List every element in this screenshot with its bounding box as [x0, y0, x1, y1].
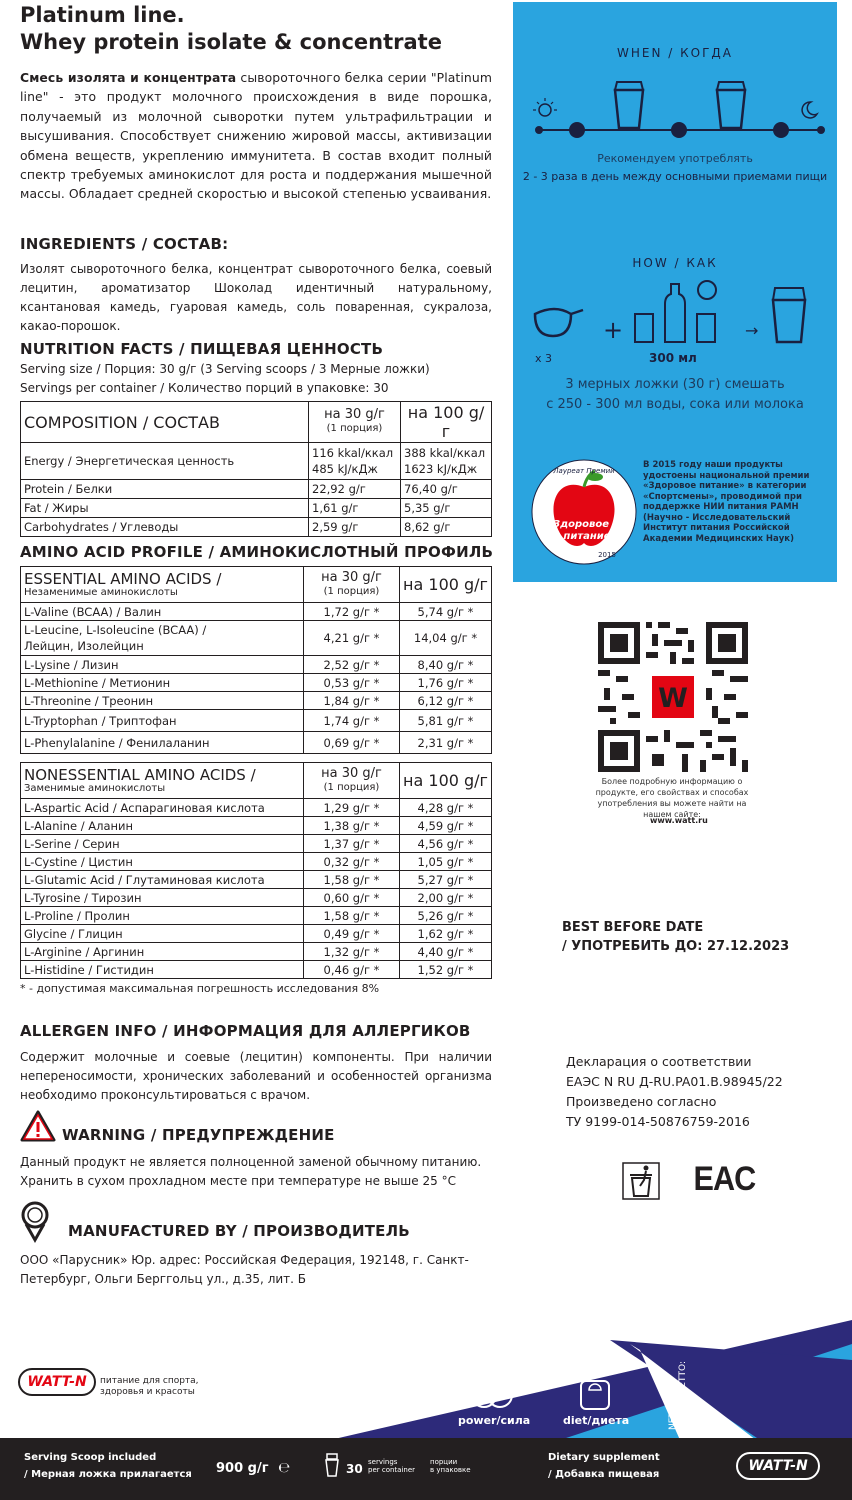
brand-logo: WATT-N	[18, 1368, 96, 1396]
table-row: Protein / Белки 22,92 g/г 76,40 g/г	[21, 480, 492, 499]
allergen-text: Содержит молочные и соевые (лецитин) компоненты. При наличии непереносимости, хронических заболеваний и особенностей организма необходимо проконсультироваться с врачом.	[20, 1050, 492, 1102]
how-steps-icon	[531, 274, 827, 354]
essential-header: ESSENTIAL AMINO ACIDS / Незаменимые аминокислоты	[21, 567, 304, 603]
award-badge-year: 2015	[598, 551, 616, 559]
nutrition-title: NUTRITION FACTS / ПИЩЕВАЯ ЦЕННОСТЬ	[20, 340, 384, 358]
table-row: L-Arginine / Аргинин 1,32 g/г * 4,40 g/г *	[21, 943, 492, 961]
col-30g: на 30 g/г (1 порция)	[309, 402, 401, 443]
table-row: L-Tyrosine / Тирозин 0,60 g/г * 2,00 g/г *	[21, 889, 492, 907]
table-row: L-Aspartic Acid / Аспарагиновая кислота 1,29 g/г * 4,28 g/г *	[21, 799, 492, 817]
table-row: L-Proline / Пролин 1,58 g/г * 5,26 g/г *	[21, 907, 492, 925]
table-row: L-Histidine / Гистидин 0,46 g/г * 1,52 g/г *	[21, 961, 492, 979]
allergen-title: ALLERGEN INFO / ИНФОРМАЦИЯ ДЛЯ АЛЛЕРГИКОВ	[20, 1022, 471, 1040]
title-line-1: Platinum line.	[20, 3, 185, 27]
estimated-sign: ℮	[278, 1460, 290, 1476]
dietary-line-1: Dietary supplement	[548, 1452, 660, 1463]
composition-header: COMPOSITION / СОСТАВ	[21, 402, 309, 443]
qr-note: Более подробную информацию о продукте, его свойствах и способах употребления вы можете найти на нашем сайте:	[595, 777, 749, 819]
footer-brand-logo: WATT-N	[736, 1452, 820, 1480]
table-row: L-Phenylalanine / Фенилаланин 0,69 g/г * 2,31 g/г *	[21, 732, 492, 754]
col-100g: на 100 g/г	[401, 402, 492, 443]
scale-icon	[578, 1378, 612, 1412]
table-row: L-Methionine / Метионин 0,53 g/г * 1,76 g/г *	[21, 674, 492, 692]
warning-line-2: Хранить в сухом прохладном месте при температуре не выше 25 °C	[20, 1174, 456, 1188]
recommend-line-2: 2 - 3 раза в день между основными приемами пищи	[522, 170, 828, 183]
declaration: Декларация о соответствии ЕАЭС N RU Д-RU.PA01.B.98945/22 Произведено согласно ТУ 9199-014-50876759-2016	[566, 1054, 783, 1129]
power-label: power/сила	[458, 1414, 531, 1427]
usage-panel	[513, 2, 837, 582]
award-badge-top: Лауреат Премии	[553, 467, 615, 475]
scoop-line-2: / Мерная ложка прилагается	[24, 1469, 192, 1480]
ml-300: 300 мл	[649, 351, 697, 365]
nonessential-header: NONESSENTIAL AMINO ACIDS / Заменимые аминокислоты	[21, 763, 304, 799]
table-row: L-Glutamic Acid / Глутаминовая кислота 1,58 g/г * 5,27 g/г *	[21, 871, 492, 889]
how-label: HOW / КАК	[632, 256, 718, 270]
eac-mark: EAC	[693, 1160, 756, 1198]
manufacturer-title: MANUFACTURED BY / ПРОИЗВОДИТЕЛЬ	[68, 1222, 410, 1240]
dumbbell-plates-icon	[470, 1378, 514, 1412]
best-before-line-2: / УПОТРЕБИТЬ ДО: 27.12.2023	[562, 939, 790, 954]
location-pin-icon	[20, 1200, 50, 1244]
svg-text:→: →	[745, 321, 759, 340]
table-row: Fat / Жиры 1,61 g/г 5,35 g/г	[21, 499, 492, 518]
amino-title: AMINO ACID PROFILE / АМИНОКИСЛОТНЫЙ ПРОФИЛЬ	[20, 543, 494, 561]
product-title	[20, 2, 442, 56]
footnote: * - допустимая максимальная погрешность исследования 8%	[20, 982, 380, 995]
net-weight: NET WT / МАССА НЕТТО: 900 g/г	[668, 1360, 698, 1430]
shaker-icon	[324, 1452, 340, 1478]
servings-per-container: Servings per container / Количество порций в упаковке: 30	[20, 381, 389, 395]
table-row: L-Cystine / Цистин 0,32 g/г * 1,05 g/г *	[21, 853, 492, 871]
table-row: L-Valine (BCAA) / Валин 1,72 g/г * 5,74 g/г *	[21, 603, 492, 621]
scoop-line-1: Serving Scoop included	[24, 1452, 157, 1463]
table-row: L-Tryptophan / Триптофан 1,74 g/г * 5,81 g/г *	[21, 710, 492, 732]
qr-code-icon[interactable]	[598, 622, 748, 772]
award-text: В 2015 году наши продукты удостоены национальной премии «Здоровое питание» в категории «Спортсмены», проводимой при поддержке НИИ питания РАМН (Научно - Исследовательский Институт питания Российской Академии Медицинских Наук)	[643, 460, 810, 544]
manufacturer-line-2: Петербург, Ольги Берггольц ул., д.35, лит. Б	[20, 1272, 307, 1286]
ingredients-text: Изолят сывороточного белка, концентрат сывороточного белка, соевый лецитин, ароматизатор Шоколад идентичный натуральному, ксантановая камедь, гуаровая камедь, соль поваренная, сукралоза, какао-порошок.	[20, 262, 492, 333]
warning-icon	[20, 1110, 56, 1142]
intro-text: сывороточного белка серии "Platinum line" - это продукт молочного происхождения в виде порошка, получаемый из молочной сыворотки путем ультрафильтрации и высушивания. Способствует снижению жировой массы, активизации обмена веществ, укреплению иммунитета. В состав входит полный спектр требуемых аминокислот для роста и поддержания мышечной массы. Обладает средней скоростью и высокой степенью усваивания.	[20, 70, 493, 202]
essential-amino-table: ESSENTIAL AMINO ACIDS / Незаменимые аминокислоты на 30 g/г (1 порция) на 100 g/г L-Valine (BCAA) / Валин 1,72 g/г * 5,74 g/г * L-Leucine, L-Isoleucine (BCAA) / Лейцин, Изолейцин 4,21 g/г * 14,04 g/г * L-Lysine / Лизин 2,52 g/г * 8,40 g/г * L-Methionine / Метионин 0,53 g/г * 1,76 g/г * L-Threonine / Треонин 1,84 g/г * 6,12 g/г * L-Tryptophan / Триптофан 1,74 g/г * 5,81 g/г * L-Phenylalanine / Фенилаланин 0,69 g/г * 2,31 g/г *	[20, 566, 492, 754]
manufacturer-line-1: ООО «Парусник» Юр. адрес: Российская Федерация, 192148, г. Санкт-	[20, 1253, 469, 1267]
nonessential-amino-table: NONESSENTIAL AMINO ACIDS / Заменимые аминокислоты на 30 g/г (1 порция) на 100 g/г L-Aspartic Acid / Аспарагиновая кислота 1,29 g/г * 4,28 g/г * L-Alanine / Аланин 1,38 g/г * 4,59 g/г * L-Serine / Серин 1,37 g/г * 4,56 g/г * L-Cystine / Цистин 0,32 g/г * 1,05 g/г * L-Glutamic Acid / Глутаминовая кислота 1,58 g/г * 5,27 g/г * L-Tyrosine / Тирозин 0,60 g/г * 2,00 g/г * L-Proline / Пролин 1,58 g/г * 5,26 g/г * Glycine / Глицин 0,49 g/г * 1,62 g/г * L-Arginine / Аргинин 1,32 g/г * 4,40 g/г * L-Histidine / Гистидин 0,46 g/г * 1,52 g/г *	[20, 762, 492, 979]
dietary-line-2: / Добавка пищевая	[548, 1469, 660, 1480]
svg-text:W: W	[658, 683, 688, 715]
product-description	[20, 68, 492, 204]
composition-table	[20, 401, 492, 537]
table-row: Glycine / Глицин 0,49 g/г * 1,62 g/г *	[21, 925, 492, 943]
table-row: Carbohydrates / Углеводы 2,59 g/г 8,62 g/г	[21, 518, 492, 537]
scoops-x3: x 3	[535, 352, 553, 365]
trash-bin-icon	[622, 1162, 660, 1200]
warning-title: WARNING / ПРЕДУПРЕЖДЕНИЕ	[62, 1126, 335, 1144]
mix-line-2: с 250 - 300 мл воды, сока или молока	[546, 397, 804, 412]
best-before	[562, 918, 789, 956]
table-row: L-Serine / Серин 1,37 g/г * 4,56 g/г *	[21, 835, 492, 853]
award-badge-mid-2: питание	[563, 531, 611, 542]
svg-text:+: +	[603, 316, 624, 344]
table-row: L-Leucine, L-Isoleucine (BCAA) / Лейцин, Изолейцин 4,21 g/г * 14,04 g/г *	[21, 621, 492, 656]
mix-line-1: 3 мерных ложки (30 г) смешать	[565, 377, 785, 392]
table-row: L-Lysine / Лизин 2,52 g/г * 8,40 g/г *	[21, 656, 492, 674]
warning-line-1: Данный продукт не является полноценной заменой обычному питанию.	[20, 1155, 482, 1169]
footer-weight: 900 g/г	[216, 1461, 269, 1476]
when-label: WHEN / КОГДА	[617, 46, 733, 60]
footer-bar: Serving Scoop included / Мерная ложка прилагается 900 g/г ℮ 30 servings per container порции в упаковке Dietary supplement / Добавка пищевая WATT-N	[0, 1438, 852, 1500]
title-line-2: Whey protein isolate & concentrate	[20, 30, 442, 54]
when-timeline-icon	[531, 72, 827, 142]
intro-bold: Смесь изолята и концентрата	[20, 70, 237, 85]
ingredients-title: INGREDIENTS / СОСТАВ:	[20, 235, 229, 253]
recommend-line-1: Рекомендуем употреблять	[597, 152, 753, 165]
table-row: L-Threonine / Треонин 1,84 g/г * 6,12 g/г *	[21, 692, 492, 710]
brand-tagline: питание для спорта, здоровья и красоты	[100, 1376, 199, 1397]
table-row: L-Alanine / Аланин 1,38 g/г * 4,59 g/г *	[21, 817, 492, 835]
qr-url[interactable]: www.watt.ru	[650, 816, 708, 825]
diet-label: diet/диета	[563, 1414, 630, 1427]
best-before-line-1: BEST BEFORE DATE	[562, 920, 704, 935]
serving-size: Serving size / Порция: 30 g/г (3 Serving scoops / 3 Мерные ложки)	[20, 362, 430, 376]
healthy-food-award-badge-icon	[529, 457, 639, 567]
servings-number: 30	[346, 1462, 363, 1476]
table-row: Energy / Энергетическая ценность 116 kkal/ккал 485 kJ/кДж 388 kkal/ккал 1623 kJ/кДж	[21, 443, 492, 480]
award-badge-mid-1: Здоровое	[552, 519, 610, 530]
